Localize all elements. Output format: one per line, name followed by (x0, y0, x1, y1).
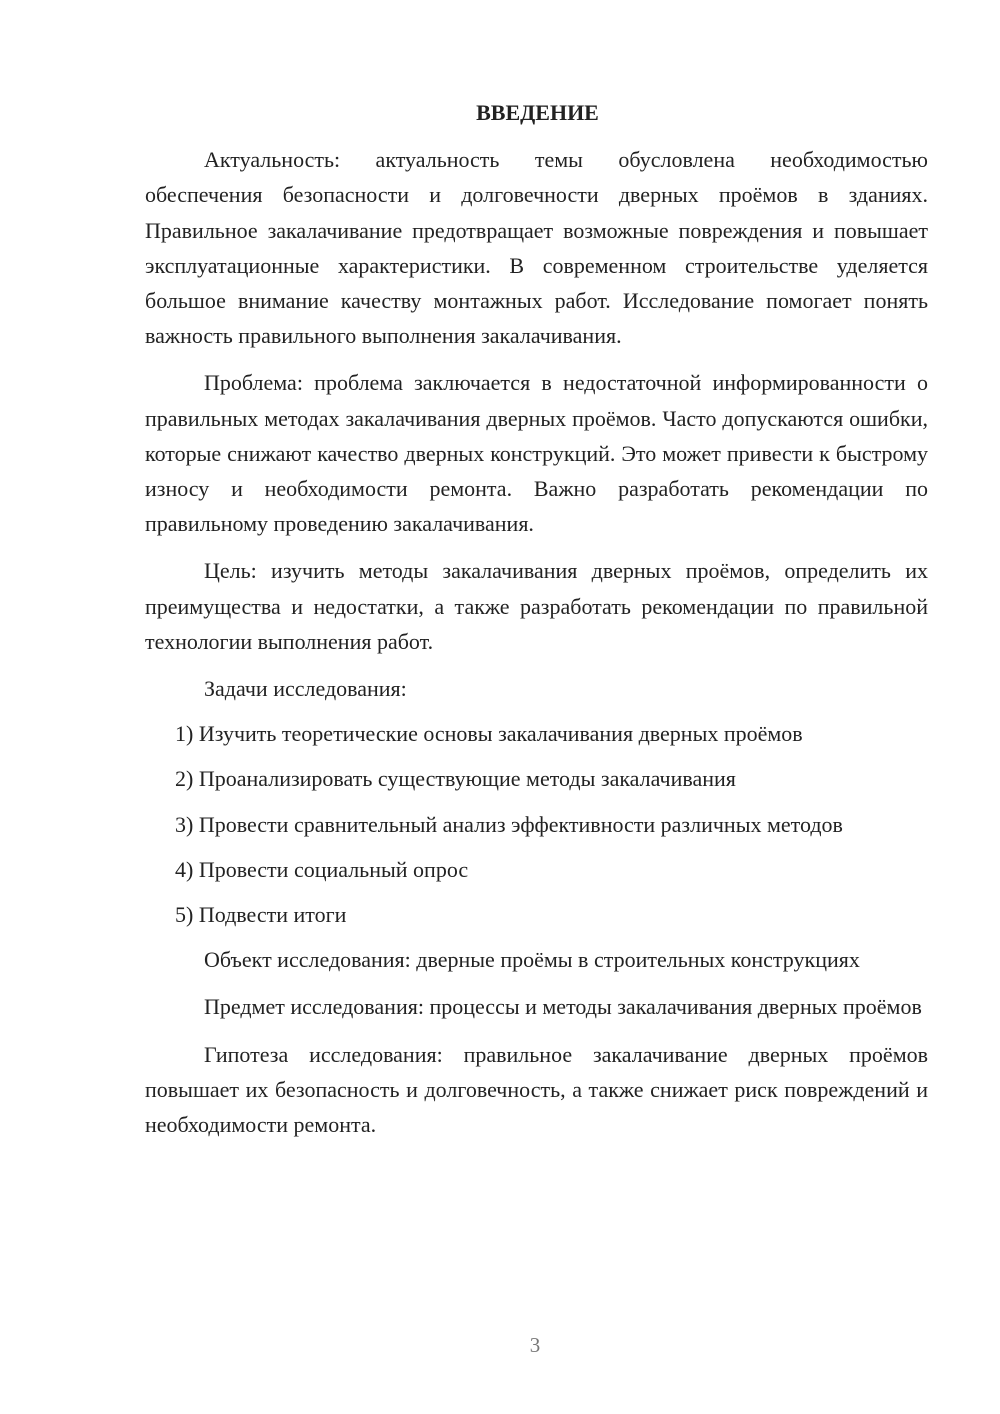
paragraph-hypothesis: Гипотеза исследования: правильное закалачивание дверных проёмов повышает их безопасность и долговечность, а также снижает риск повреждений и необходимости ремонта. (145, 1041, 928, 1138)
task-item: 5) Подвести итоги (175, 902, 347, 928)
page-number: 3 (529, 1333, 541, 1357)
paragraph-subject: Предмет исследования: процессы и методы закалачивания дверных проёмов (204, 994, 922, 1020)
paragraph-problem: Проблема: проблема заключается в недостаточной информированности о правильных методах закалачивания дверных проёмов. Часто допускаются ошибки, которые снижают качество дверных конструкций. Это может привести к быстрому износу и необходимости ремонта. Важно разработать рекомендации по правильному проведению закалачивания. (145, 370, 928, 537)
task-item: 3) Провести сравнительный анализ эффективности различных методов (175, 811, 843, 837)
document-page (145, 95, 928, 1142)
paragraph-goal: Цель: изучить методы закалачивания дверных проёмов, определить их преимущества и недостатки, а также разработать рекомендации по правильной технологии выполнения работ. (145, 558, 928, 654)
tasks-heading: Задачи исследования: (204, 676, 407, 702)
task-list (145, 716, 928, 932)
paragraph-object: Объект исследования: дверные проёмы в строительных конструкциях (204, 947, 860, 973)
task-item: 4) Провести социальный опрос (175, 856, 469, 882)
task-item: 2) Проанализировать существующие методы закалачивания (175, 766, 736, 792)
task-item: 1) Изучить теоретические основы закалачивания дверных проёмов (175, 721, 803, 747)
page-title: ВВЕДЕНИЕ (476, 100, 599, 125)
paragraph-relevance: Актуальность: актуальность темы обусловлена необходимостью обеспечения безопасности и долговечности дверных проёмов в зданиях. Правильное закалачивание предотвращает возможные повреждения и повышает эксплуатационные характеристики. В современном строительстве уделяется большое внимание качеству монтажных работ. Исследование помогает понять важность правильного выполнения закалачивания. (145, 147, 928, 349)
